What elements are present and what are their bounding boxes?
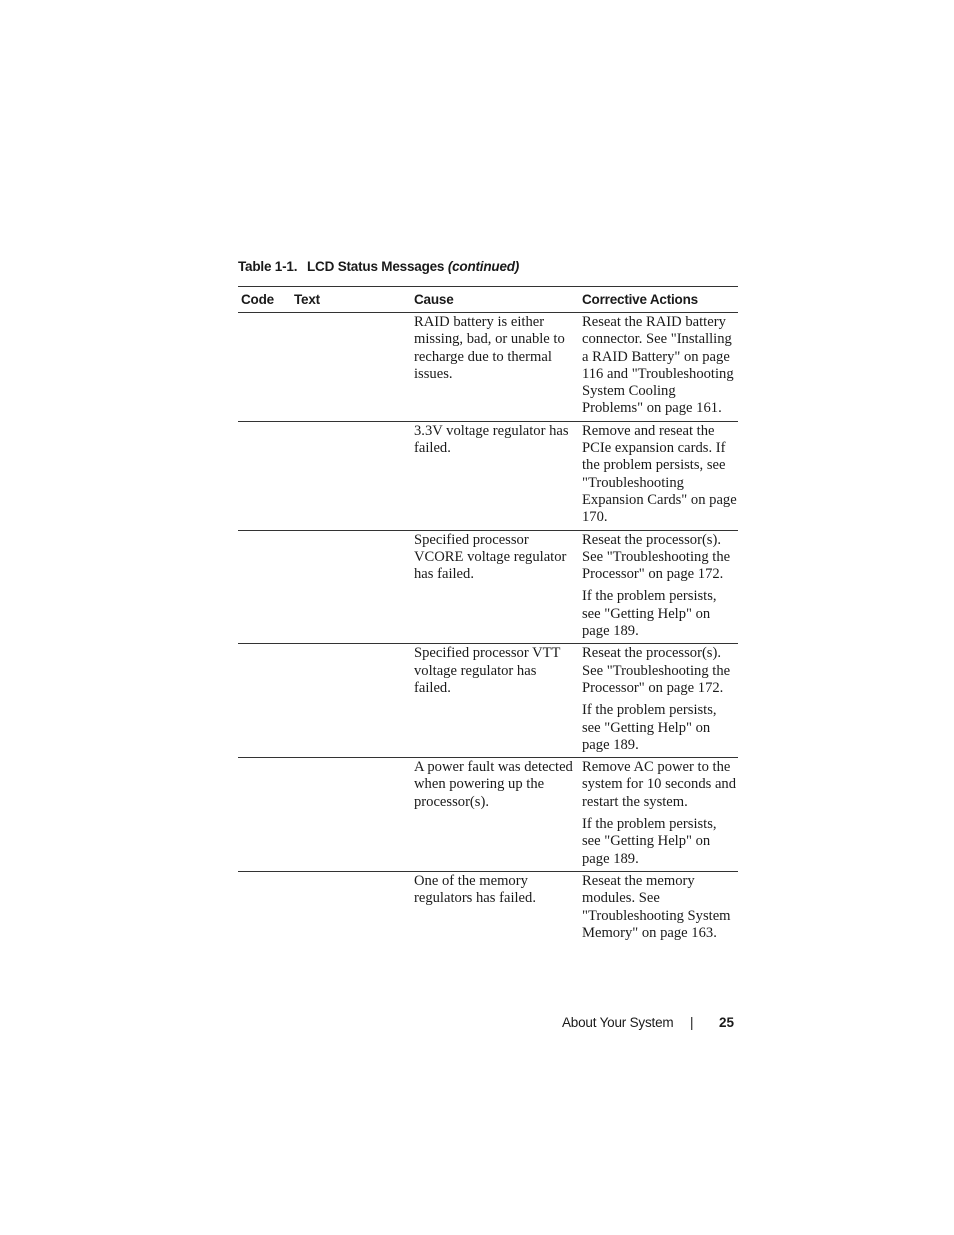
table-number: Table 1-1. xyxy=(238,259,298,274)
cell-cause: RAID battery is either missing, bad, or unable to recharge due to thermal issues. xyxy=(414,314,565,382)
corrective-action-paragraph: Reseat the RAID battery connector. See "Installing a RAID Battery" on page 116 and "Troubleshooting System Cooling Problems" on page 161. xyxy=(582,314,734,417)
table-continued-note: (continued) xyxy=(447,259,520,274)
corrective-action-paragraph: If the problem persists, see "Getting Help" on page 189. xyxy=(582,588,717,640)
cell-code xyxy=(238,423,294,527)
cell-cause: 3.3V voltage regulator has failed. xyxy=(414,422,569,457)
cell-code xyxy=(238,873,294,942)
cell-code xyxy=(238,645,294,754)
corrective-action-paragraph: Remove AC power to the system for 10 seconds and restart the system. xyxy=(582,759,737,810)
table-row xyxy=(238,644,738,758)
corrective-action-paragraph: Remove and reseat the PCIe expansion cards. If the problem persists, see "Troubleshooting Expansion Cards" on page 170. xyxy=(582,422,737,526)
cell-cause: A power fault was detected when powering up the processor(s). xyxy=(414,759,573,810)
header-text: Text xyxy=(294,292,320,307)
table-row xyxy=(238,422,738,531)
cell-text xyxy=(294,873,414,942)
cell-corrective-actions xyxy=(582,645,738,754)
table-title: LCD Status Messages xyxy=(307,259,445,274)
cell-text xyxy=(294,759,414,868)
cell-corrective-actions xyxy=(582,873,738,942)
cell-corrective-actions xyxy=(582,314,738,418)
cell-code xyxy=(238,759,294,868)
cell-code xyxy=(238,532,294,641)
corrective-action-paragraph: If the problem persists, see "Getting Help" on page 189. xyxy=(582,702,717,753)
table-row xyxy=(238,872,738,945)
cell-corrective-actions xyxy=(582,423,738,527)
cell-cause: Specified processor VCORE voltage regulator has failed. xyxy=(414,531,567,583)
header-code: Code xyxy=(241,292,274,307)
cell-text xyxy=(294,423,414,527)
corrective-action-paragraph: Reseat the processor(s). See "Troubleshooting the Processor" on page 172. xyxy=(582,645,731,696)
footer-separator: | xyxy=(690,1015,694,1030)
table-row xyxy=(238,758,738,872)
lcd-status-table xyxy=(238,286,738,945)
cell-cause: Specified processor VTT voltage regulator has failed. xyxy=(414,645,561,696)
corrective-action-paragraph: If the problem persists, see "Getting Help" on page 189. xyxy=(582,816,717,867)
cell-text xyxy=(294,314,414,418)
footer-section-title: About Your System xyxy=(562,1015,674,1030)
table-caption xyxy=(238,259,519,274)
table-row xyxy=(238,531,738,645)
corrective-action-paragraph: Reseat the memory modules. See "Troubleshooting System Memory" on page 163. xyxy=(582,872,731,941)
table-row xyxy=(238,313,738,422)
header-corrective-actions: Corrective Actions xyxy=(582,292,698,307)
cell-text xyxy=(294,532,414,641)
cell-cause: One of the memory regulators has failed. xyxy=(414,872,536,907)
table-header-row xyxy=(238,286,738,313)
page-number: 25 xyxy=(719,1015,735,1030)
table-body xyxy=(238,313,738,945)
cell-corrective-actions xyxy=(582,532,738,641)
cell-text xyxy=(294,645,414,754)
header-cause: Cause xyxy=(414,292,454,307)
cell-code xyxy=(238,314,294,418)
corrective-action-paragraph: Reseat the processor(s). See "Troubleshooting the Processor" on page 172. xyxy=(582,531,731,583)
cell-corrective-actions xyxy=(582,759,738,868)
